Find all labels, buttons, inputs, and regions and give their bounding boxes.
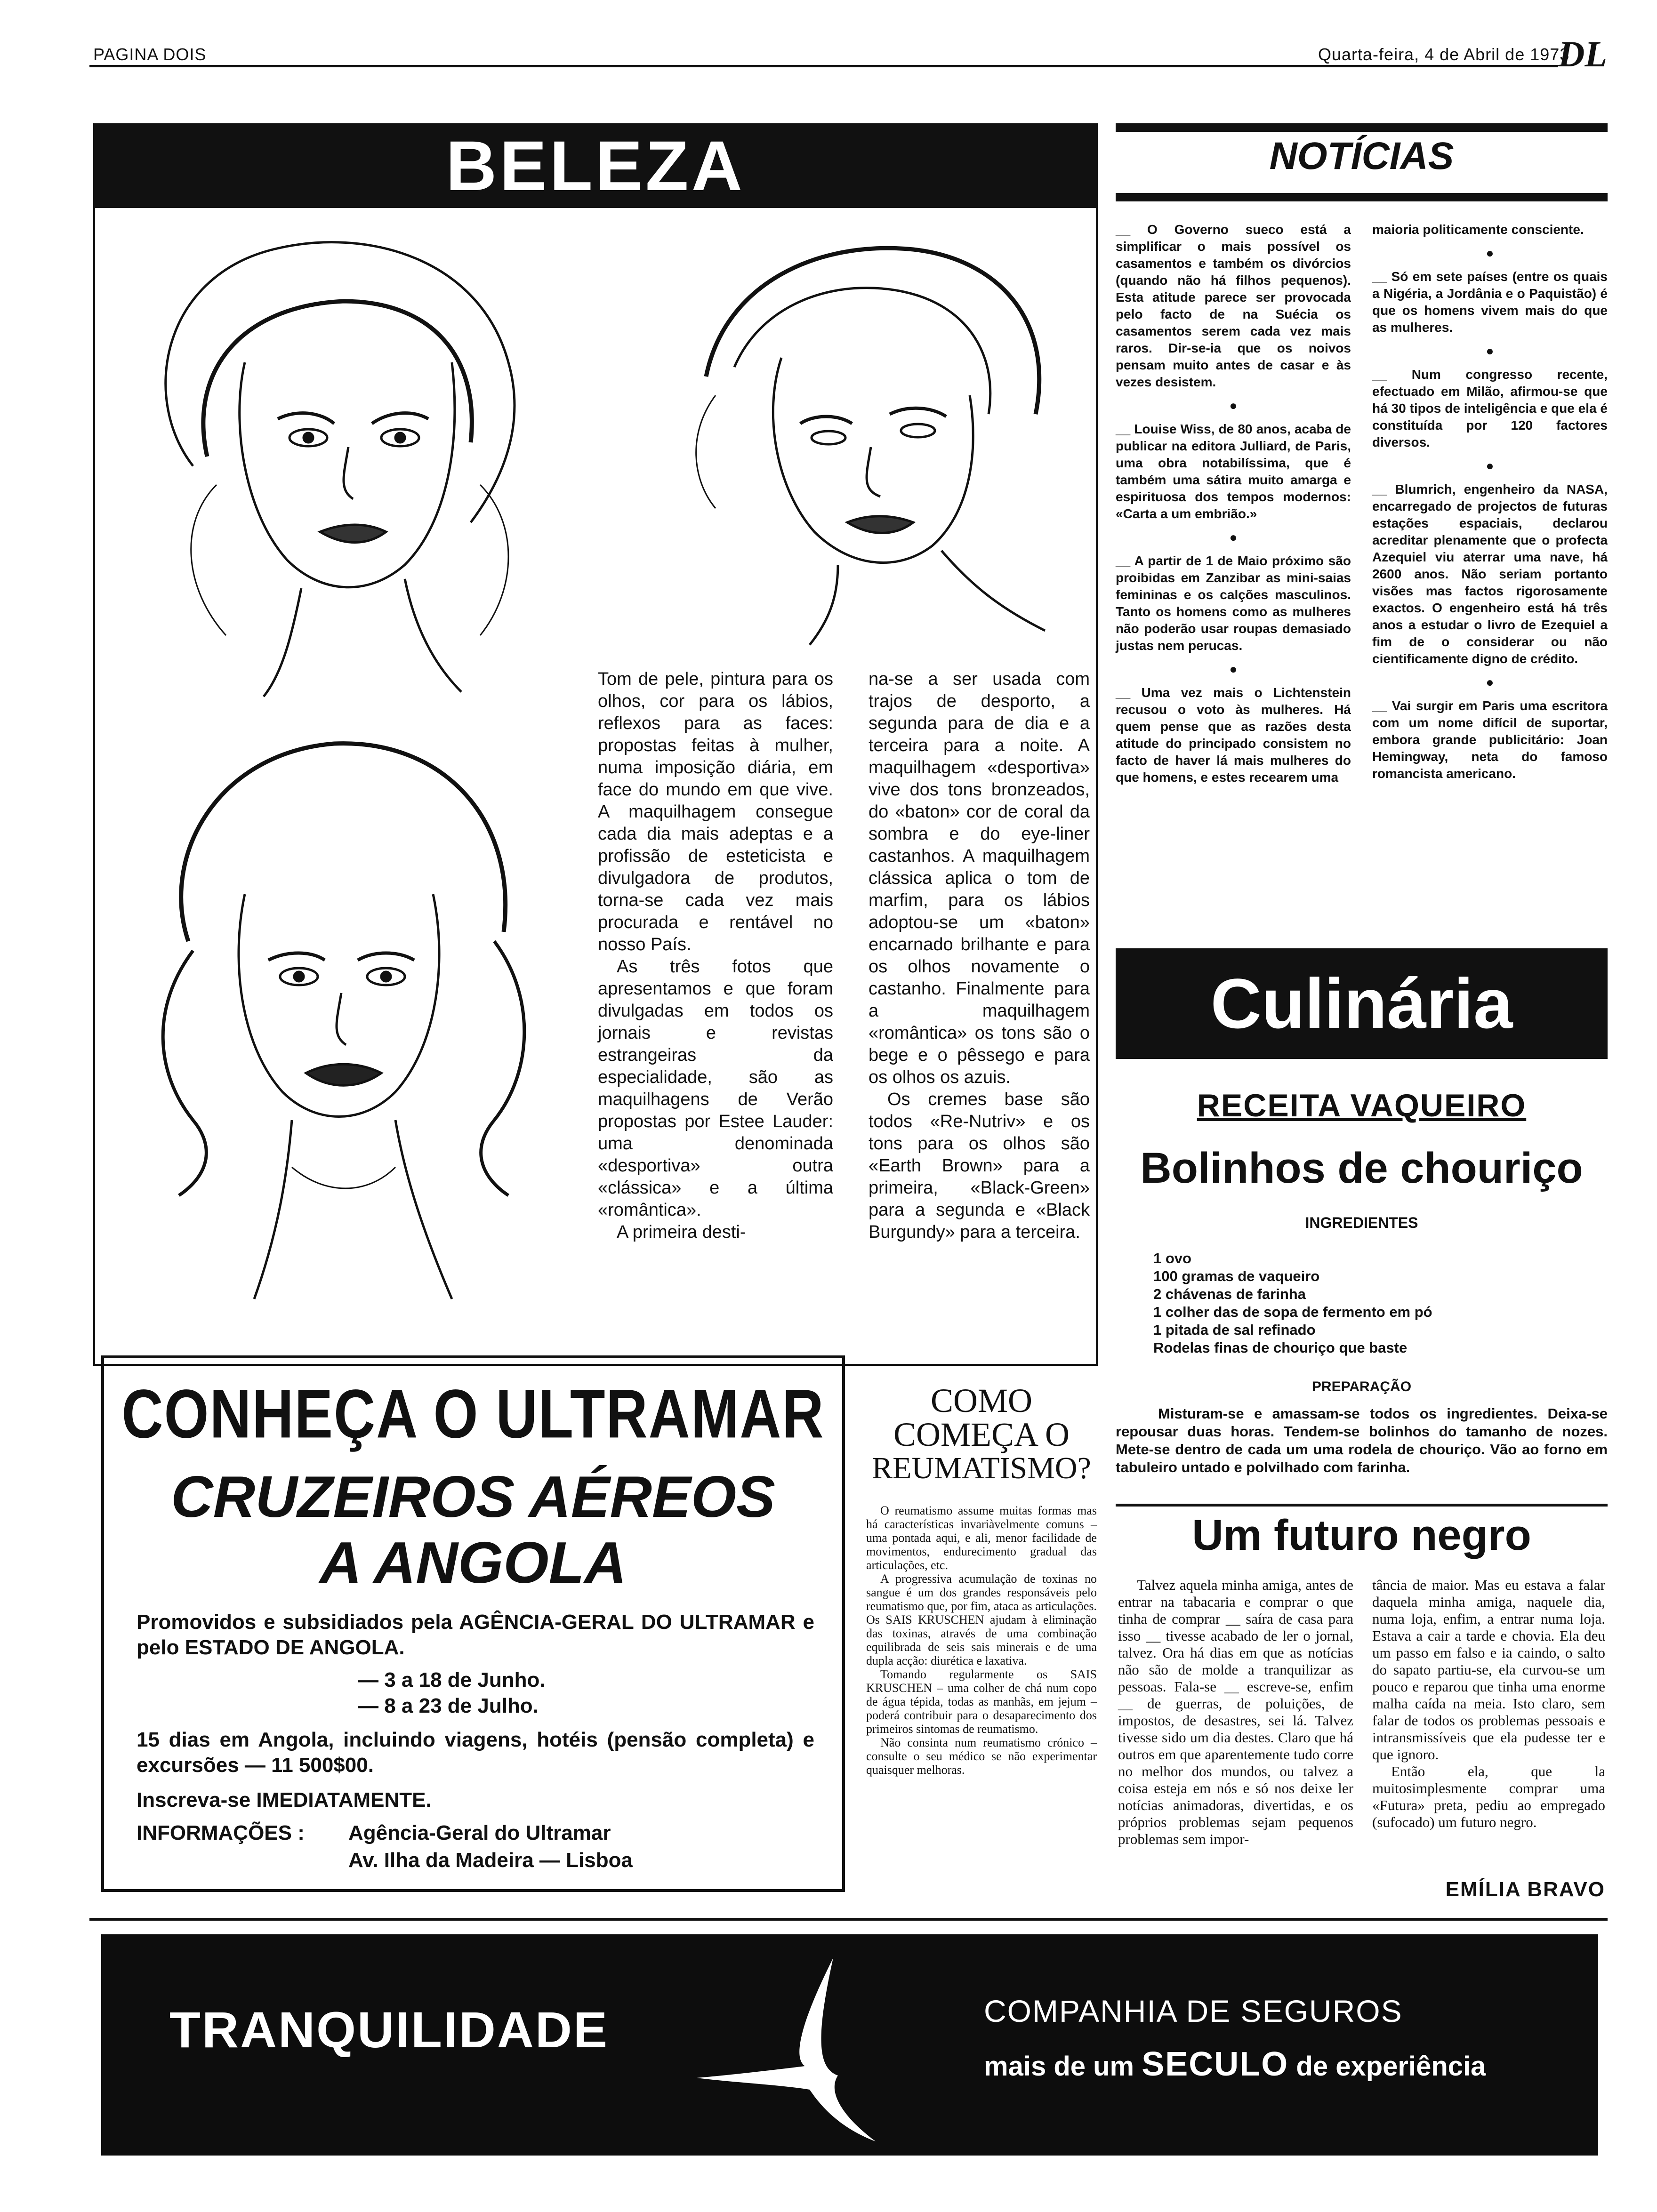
ultramar-sub1: CRUZEIROS AÉREOS [171, 1465, 775, 1530]
ultramar-inscreva: Inscreva-se IMEDIATAMENTE. [137, 1788, 432, 1811]
ingredient-item: 100 gramas de vaqueiro [1153, 1268, 1320, 1284]
ultramar-date2: — 8 a 23 de Julho. [358, 1694, 539, 1717]
reumatismo-title-line: COMO [930, 1382, 1033, 1419]
tranquilidade-line2-post: de experiência [1296, 2051, 1486, 2082]
bullet-dot-icon: ● [1486, 675, 1494, 689]
ingredient-item: Rodelas finas de chouriço que baste [1153, 1339, 1408, 1356]
futuro-col-left: Talvez aquela minha amiga, antes de entrar na tabacaria e comprar o que tinha de comprar __ saíra de casa para isso __ tivesse acabado de ler o jornal, talvez. Ora há dias em que as notícias não são de molde a tranquilizar as pessoas. Fala-se __ escreve-se, enfim __ de guerras, de poluições, de impostos, de desastres, sei lá. Talvez tivesse sido um dia destes. Claro que há outros em que aparentemente tudo corre no melhor dos mundos, ou talvez a coisa esteja em nós e só nos deixe ler notícias animadoras, divertidas, e os próprios problemas sejam pequenos problemas sem impor- [1118, 1577, 1353, 1847]
ultramar-details: 15 dias em Angola, incluindo viagens, hotéis (pensão completa) e excursões — 11 500$00. [137, 1728, 814, 1777]
futuro-col-right [1372, 1577, 1605, 1831]
beleza-title: BELEZA [93, 123, 1098, 208]
tranquilidade-line2-bold: SECULO [1142, 2045, 1289, 2083]
tranquilidade-line2 [984, 2045, 1486, 2084]
reumatismo-paragraph: O reumatismo assume muitas formas mas há características invariàvelmente comuns – uma pontada aqui, e ali, menor facilidade de movimentos, endurecimento gradual das articulações, etc. [866, 1504, 1097, 1572]
futuro-author: EMÍLIA BRAVO [1445, 1878, 1605, 1901]
ultramar-date1: — 3 a 18 de Junho. [358, 1668, 546, 1691]
noticias-top-rule [1116, 123, 1608, 132]
bullet-dot-icon: ● [1229, 530, 1238, 545]
header-rule [89, 65, 1558, 67]
futuro-paragraph: Então ela, que la muitosimplesmente comprar uma «Futura» preta, pediu ao empregado (sufocado) um futuro negro. [1372, 1763, 1605, 1830]
reumatismo-title-line: COMEÇA O [893, 1416, 1070, 1453]
ultramar-info2: Av. Ilha da Madeira — Lisboa [348, 1849, 633, 1872]
beleza-text-col1 [598, 668, 833, 1243]
reumatismo-paragraph: A progressiva acumulação de toxinas no sangue é um dos grandes responsáveis pelo reumatismo que, por fim, ataca as articulações. Os SAIS KRUSCHEN ajudam à eliminação das toxinas, através de uma combinação equilibrada de seis sais minerais e de uma dupla acção: diurética e laxativa. [866, 1572, 1097, 1667]
beleza-paragraph: na-se a ser usada com trajos de desporto, a segunda para de dia e a terceira para a noite. A maquilhagem «desportiva» vive dos tons bronzeados, do «baton» cor de coral da sombra e do eye-liner castanhos. A maquilhagem clássica aplica o tom de marfim, para os lábios adoptou-se um «baton» encarnado brilhante e para os olhos novamente o castanho. Finalmente para a maquilhagem «romântica» os tons são o bege e o pêssego e para os olhos os azuis. [869, 669, 1090, 1087]
noticia-item: __ O Governo sueco está a simplificar o mais possível os casamentos e também os divórcios (quando não há filhos pequenos). Esta atitude parece ser provocada pelo facto de na Suécia os casamentos serem cada vez mais raros. Dir-se-ia que os noivos pensam muito antes de casar e às vezes desistem. [1116, 222, 1351, 389]
culinaria-subtitle: RECEITA VAQUEIRO [1197, 1088, 1527, 1123]
woman-portrait-sketch-1 [122, 221, 560, 701]
futuro-title: Um futuro negro [1192, 1511, 1531, 1559]
beleza-paragraph: A primeira desti- [617, 1222, 746, 1242]
woman-portrait-sketch-2 [640, 226, 1092, 649]
beleza-paragraph: Tom de pele, pintura para os olhos, cor para os lábios, reflexos para as faces: propostas feitas à mulher, numa imposição diária, em face do mundo em que vive. A maquilhagem consegue cada dia mais adeptas e a profissão de esteticista e divulgadora de produtos, torna-se cada vez mais procurada e rentável no nosso País. [598, 669, 833, 954]
preparation-text: Misturam-se e amassam-se todos os ingredientes. Deixa-se repousar duas horas. Tendem-se bolinhos do tamanho de nozes. Mete-se dentro de cada um uma rodela de chouriço. Vão ao forno em tabuleiro untado e polvilhado com farinha. [1116, 1405, 1608, 1475]
noticia-item: __ A partir de 1 de Maio próximo são proibidas em Zanzibar as mini-saias femininas e os calções masculinos. Tanto os homens como as mulheres não poderão usar roupas demasiado justas nem perucas. [1116, 553, 1351, 653]
reumatismo-text [866, 1504, 1097, 1777]
reumatismo-paragraph: Tomando regularmente os SAIS KRUSCHEN – uma colher de chá num copo de água tépida, todas as manhãs, em jejum – poderá contribuir para o desaparecimento dos primeiros sintomas de reumatismo. [866, 1667, 1097, 1736]
newspaper-logo: DL [1558, 33, 1607, 74]
culinaria-title: Culinária [1116, 948, 1608, 1059]
ultramar-info1: Agência-Geral do Ultramar [348, 1821, 611, 1844]
bullet-dot-icon: ● [1486, 344, 1494, 358]
noticia-item: __ Vai surgir em Paris uma escritora com um nome difícil de suportar, embora grande publicitário: Joan Hemingway, neta do famoso romancista americano. [1372, 698, 1608, 781]
bullet-dot-icon: ● [1486, 458, 1494, 473]
bottom-rule [89, 1918, 1608, 1921]
bullet-dot-icon: ● [1229, 662, 1238, 676]
noticias-col-right [1372, 221, 1608, 789]
noticias-col-left [1116, 221, 1351, 793]
reumatismo-title-line: REUMATISMO? [872, 1451, 1091, 1485]
tranquilidade-swoosh-logo [697, 1948, 960, 2146]
tranquilidade-line1: COMPANHIA DE SEGUROS [984, 1994, 1403, 2028]
reumatismo-paragraph: Não consinta num reumatismo crónico – consulte o seu médico se não experimentar quaisquer melhoras. [866, 1736, 1097, 1777]
noticia-item: __ Num congresso recente, efectuado em Milão, afirmou-se que há 30 tipos de inteligência e que ela é constituída por 120 factores diversos. [1372, 367, 1608, 449]
noticias-title: NOTÍCIAS [1269, 135, 1454, 177]
ingredient-item: 1 ovo [1153, 1250, 1191, 1266]
ultramar-info-label: INFORMAÇÕES : [137, 1821, 305, 1844]
beleza-text-col2 [869, 668, 1090, 1243]
ingredient-item: 2 chávenas de farinha [1153, 1286, 1306, 1302]
bullet-dot-icon: ● [1229, 398, 1238, 413]
ultramar-promo: Promovidos e subsidiados pela AGÊNCIA-GERAL DO ULTRAMAR e pelo ESTADO DE ANGOLA. [137, 1611, 814, 1659]
recipe-title: Bolinhos de chouriço [1140, 1144, 1583, 1192]
noticia-item: __ Blumrich, engenheiro da NASA, encarregado de projectos de futuras estações espaciais, declarou acreditar plenamente que o profecta Azequiel viu aterrar uma nave, há 2600 anos. Não seriam portanto visões mas factos rigorosamente exactos. O engenheiro está há três anos a estudar o livro de Ezequiel a fim de o considerar ou não cientificamente digno de crédito. [1372, 482, 1608, 666]
tranquilidade-line2-pre: mais de um [984, 2051, 1134, 2082]
ultramar-headline: CONHEÇA O ULTRAMAR [121, 1375, 825, 1452]
page-date: Quarta-feira, 4 de Abril de 1973 [1318, 45, 1570, 64]
beleza-paragraph: Os cremes base são todos «Re-Nutriv» e os tons para os olhos são «Earth Brown» para a primeira, «Black-Green» para a segunda e «Black Burgundy» para a terceira. [869, 1090, 1090, 1242]
bullet-dot-icon: ● [1486, 246, 1494, 260]
ingredients-list [1153, 1250, 1605, 1357]
page-label: PAGINA DOIS [93, 45, 207, 64]
woman-portrait-sketch-3 [113, 715, 555, 1308]
ingredients-label: INGREDIENTES [1305, 1214, 1418, 1231]
tranquilidade-brand: TRANQUILIDADE [169, 2001, 609, 2058]
noticia-item: __ Louise Wiss, de 80 anos, acaba de publicar na editora Julliard, de Paris, uma obra notabilíssima, que é também uma sátira muito amarga e espirituosa dos tempos modernos: «Carta a um embrião.» [1116, 422, 1351, 521]
preparation-label: PREPARAÇÃO [1311, 1379, 1412, 1395]
noticia-item: maioria politicamente consciente. [1372, 222, 1584, 237]
beleza-paragraph: As três fotos que apresentamos e que foram divulgadas em todos os jornais e revistas estrangeiras da especialidade, são as maquilhagens de Verão propostas por Estee Lauder: uma denominada «desportiva» outra «clássica» e a última «romântica». [598, 957, 833, 1220]
noticias-bottom-rule [1116, 193, 1608, 201]
ultramar-sub2: A ANGOLA [319, 1531, 627, 1595]
noticia-item: __ Uma vez mais o Lichtenstein recusou o voto às mulheres. Há quem pense que as razões desta atitude do principado consistem no facto de haver lá mais mulheres do que homens, e estes recearem uma [1116, 685, 1351, 785]
reumatismo-title [864, 1384, 1099, 1485]
noticia-item: __ Só em sete países (entre os quais a Nigéria, a Jordânia e o Paquistão) é que os homens vivem mais do que as mulheres. [1372, 269, 1608, 335]
ingredient-item: 1 pitada de sal refinado [1153, 1322, 1316, 1338]
ingredient-item: 1 colher das de sopa de fermento em pó [1153, 1304, 1432, 1320]
futuro-top-rule [1116, 1504, 1608, 1507]
futuro-paragraph: tância de maior. Mas eu estava a falar daquela minha amiga, naquele dia, numa loja, enfim, a entrar numa loja. Estava a cair a tarde e chovia. Ela deu um passo em falso e ia caindo, o salto do sapato partiu-se, ela curvou-se um pouco e reparou que tinha uma enorme malha caída na meia. Isto claro, sem falar de todos os problemas pessoais e intransmissíveis que ela pudesse ter e que ignoro. [1372, 1577, 1605, 1763]
